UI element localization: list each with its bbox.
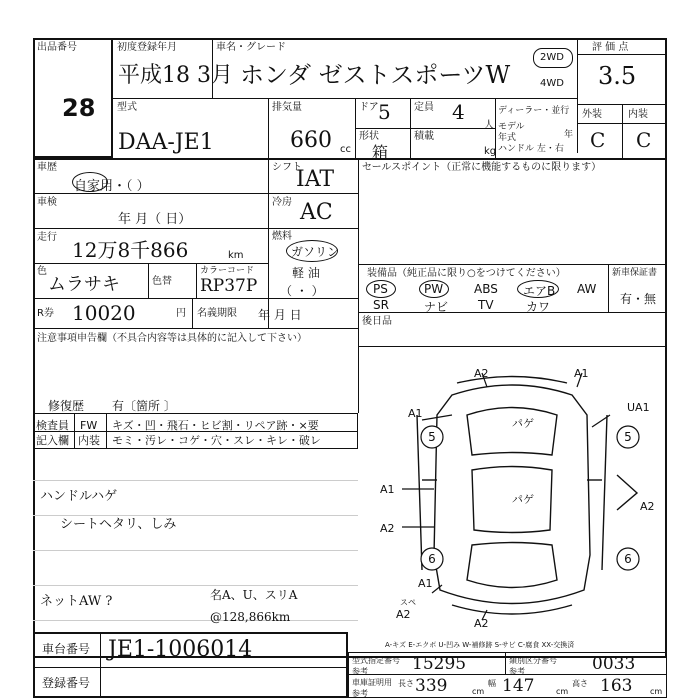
first-reg-label: 初度登録年月 xyxy=(117,42,177,53)
displacement-unit: cc xyxy=(340,144,351,155)
model-value: DAA-JE1 xyxy=(118,130,214,155)
divider xyxy=(100,632,101,698)
damage-label-9: A2 xyxy=(474,617,489,630)
car-name-value: ホンダ ゼストスポーツW xyxy=(240,61,511,89)
damage-arrow xyxy=(617,475,637,510)
fuel-paren: （ ・ ） xyxy=(280,284,324,298)
divider xyxy=(212,38,213,98)
recycle-unit: 円 xyxy=(176,308,186,319)
dealer-label: ディーラー・並行 xyxy=(498,106,570,116)
damage-label-6: A2 xyxy=(640,500,655,513)
recycle-value: 10020 xyxy=(72,301,136,325)
height-label: 高さ xyxy=(572,679,588,688)
equip-airbag: エアB xyxy=(523,284,556,298)
history-value: 自家用・（ ） xyxy=(74,179,150,194)
color-value: ムラサキ xyxy=(48,274,120,295)
wheel-front-left-label: 5 xyxy=(428,430,436,444)
chassis-value: JE1-1006014 xyxy=(108,637,253,662)
shift-value: IAT xyxy=(296,167,335,192)
divider xyxy=(33,298,358,299)
inspector-label-1: 検査員 xyxy=(36,419,69,432)
fuel-label: 燃料 xyxy=(272,231,292,242)
car-name-label: 車名・グレード xyxy=(216,42,286,53)
lot-number: 28 xyxy=(62,94,96,122)
divider xyxy=(622,104,623,158)
fuel-option-gasoline: ガソリン xyxy=(291,245,340,259)
first-reg-value: 平成18 3月 xyxy=(118,63,233,88)
wheel-rear-right-label: 6 xyxy=(624,552,632,566)
mileage-value: 12万8千866 xyxy=(72,238,189,262)
equip-tv: TV xyxy=(478,298,494,312)
capacity-value: 4 xyxy=(452,100,465,124)
inspector-interior: 内装 xyxy=(78,434,100,447)
doors-value: 5 xyxy=(378,100,391,124)
shape-label: 形状 xyxy=(359,131,379,142)
height-value: 163 xyxy=(600,676,633,696)
mileage-label: 走行 xyxy=(37,232,57,243)
equipment-label: 装備品（純正品に限り○をつけてください） xyxy=(367,268,566,279)
equip-abs: ABS xyxy=(474,282,498,296)
lot-label: 出品番号 xyxy=(37,42,77,53)
inspection-label: 車検 xyxy=(37,197,57,208)
damage-label-spare: スペ xyxy=(400,598,416,607)
class-label: 類別区分番号 参考 xyxy=(509,656,557,676)
shape-value: 箱 xyxy=(372,143,389,162)
warranty-value: 有・無 xyxy=(620,292,657,306)
divider xyxy=(495,98,496,158)
car-damage-diagram xyxy=(362,355,667,635)
displacement-value: 660 xyxy=(290,128,332,153)
divider xyxy=(33,228,358,229)
divider xyxy=(268,158,269,328)
divider xyxy=(192,298,193,328)
reg-label: 登録番号 xyxy=(42,676,91,690)
damage-label-8: A1 xyxy=(418,577,433,590)
equip-ps: PS xyxy=(373,282,388,296)
damage-label-4: A1 xyxy=(408,407,423,420)
exterior-value: C xyxy=(590,128,606,152)
history-label: 車歴 xyxy=(37,162,57,173)
fuel-option-diesel: 軽 油 xyxy=(292,266,320,280)
divider xyxy=(358,158,359,413)
inspector-note-3: ネットAW ? xyxy=(40,594,113,609)
note-line xyxy=(33,550,358,551)
damage-label-1: A2 xyxy=(474,367,489,380)
transfer-label: 名義期限 xyxy=(197,308,237,319)
class-value: 0033 xyxy=(592,654,636,674)
divider xyxy=(148,263,149,298)
model-label: 型式 xyxy=(117,102,137,113)
type-label: 型式指定番号 参考 xyxy=(352,656,400,676)
divider xyxy=(577,123,667,124)
divider xyxy=(348,674,667,675)
divider xyxy=(196,263,197,298)
diagram-legend: A-キズ E-エクボ U-凹み W-補修跡 S-サビ C-腐食 XX-交換済 xyxy=(385,641,575,649)
load-label: 積載 xyxy=(414,131,434,142)
inspector-label-2: 記入欄 xyxy=(36,434,69,447)
hood-outline xyxy=(467,408,557,456)
width-label: 幅 xyxy=(488,679,496,688)
warranty-label: 新車保証書 xyxy=(612,268,658,278)
rear-seat-label: 後日品 xyxy=(362,316,392,327)
equip-navi: ナビ xyxy=(424,300,449,314)
exterior-label: 外装 xyxy=(582,109,602,120)
damage-label-center: パゲ xyxy=(512,493,534,506)
wheel-rear-left-label: 6 xyxy=(428,552,436,566)
inspector-note-2: シートヘタリ、しみ xyxy=(60,517,177,532)
year-suffix: 年 xyxy=(564,130,574,140)
damage-label-2: A1 xyxy=(574,367,589,380)
divider xyxy=(355,128,495,129)
divider xyxy=(358,264,667,265)
sales-point-label: セールスポイント（正常に機能するものに限ります） xyxy=(362,162,602,173)
length-value: 339 xyxy=(415,676,448,696)
width-unit: cm xyxy=(556,687,569,696)
capacity-unit: 人 xyxy=(484,120,494,131)
inspector-note-5: @128,866km xyxy=(210,610,291,624)
divider xyxy=(268,98,269,158)
color-code-label: カラーコード xyxy=(200,266,255,276)
chassis-label: 車台番号 xyxy=(42,642,91,656)
damage-label-roof: パゲ xyxy=(512,417,534,430)
divider xyxy=(33,158,667,160)
shift-label: シフト xyxy=(272,162,302,173)
equip-pw: PW xyxy=(424,282,444,296)
divider xyxy=(505,652,506,674)
inspector-row-1: キズ・凹・飛石・ヒビ割・リペア跡・×要 xyxy=(112,419,319,432)
divider xyxy=(33,193,358,194)
divider xyxy=(33,328,358,329)
color-code-value: RP37P xyxy=(200,276,258,296)
recycle-label: R券 xyxy=(37,308,54,319)
inspector-fw: FW xyxy=(80,419,98,432)
length-label: 長さ xyxy=(398,679,414,688)
mileage-unit: km xyxy=(228,250,244,261)
divider xyxy=(577,54,667,55)
model-year-label: モデル年式 xyxy=(498,122,525,143)
wheel-front-right-label: 5 xyxy=(624,430,632,444)
divider xyxy=(113,98,577,99)
transfer-value: 年 月 日 xyxy=(258,308,302,322)
grade-label: 評 価 点 xyxy=(592,42,629,53)
inspection-value: 年 月（ 日） xyxy=(118,212,192,227)
damage-label-10: A2 xyxy=(396,608,411,621)
divider xyxy=(358,312,667,313)
grade-value: 3.5 xyxy=(598,62,637,90)
right-side xyxy=(602,415,607,570)
note-line xyxy=(33,480,358,481)
divider xyxy=(33,667,348,668)
trunk-outline xyxy=(467,543,557,588)
damage-label-7: A2 xyxy=(380,522,395,535)
notes-label: 注意事項申告欄（不具合内容等は具体的に記入して下さい） xyxy=(37,333,307,344)
note-line xyxy=(33,620,358,621)
drive-2wd: 2WD xyxy=(540,52,564,63)
color-change-label: 色替 xyxy=(152,276,172,287)
damage-label-3: UA1 xyxy=(627,401,650,414)
drive-4wd: 4WD xyxy=(540,78,564,89)
interior-value: C xyxy=(636,128,652,152)
length-unit: cm xyxy=(472,687,485,696)
repair-label: 修復歴 xyxy=(48,399,85,413)
type-value: 15295 xyxy=(412,654,467,674)
height-unit: cm xyxy=(650,687,663,696)
damage-label-5: A1 xyxy=(380,483,395,496)
divider xyxy=(33,431,358,432)
note-line xyxy=(33,585,358,586)
doors-label: ドア xyxy=(359,102,379,113)
handle-label: ハンドル 左・右 xyxy=(498,144,564,154)
ac-value: AC xyxy=(300,200,333,225)
divider xyxy=(608,264,609,312)
equip-aw: AW xyxy=(577,282,597,296)
divider xyxy=(358,346,667,347)
bumper-rear xyxy=(452,605,572,614)
load-unit: kg xyxy=(484,146,497,157)
equip-leather: カワ xyxy=(526,300,551,314)
displacement-label: 排気量 xyxy=(272,102,302,113)
divider xyxy=(577,38,578,153)
interior-label: 内装 xyxy=(628,109,648,120)
inspector-note-1: ハンドルハゲ xyxy=(40,489,118,504)
divider xyxy=(410,98,411,158)
ac-label: 冷房 xyxy=(272,197,292,208)
inspector-row-2: モミ・汚レ・コゲ・穴・スレ・キレ・破レ xyxy=(112,434,321,447)
divider xyxy=(33,263,268,264)
equip-sr: SR xyxy=(373,298,389,312)
color-label: 色 xyxy=(37,266,47,277)
width-value: 147 xyxy=(502,676,535,696)
inspector-note-4: 名A、U、スリA xyxy=(210,588,298,602)
capacity-label: 定員 xyxy=(414,102,434,113)
repair-value: 有〔箇所 〕 xyxy=(112,399,176,413)
cert-label: 車庫証明用 参考 xyxy=(352,678,392,698)
